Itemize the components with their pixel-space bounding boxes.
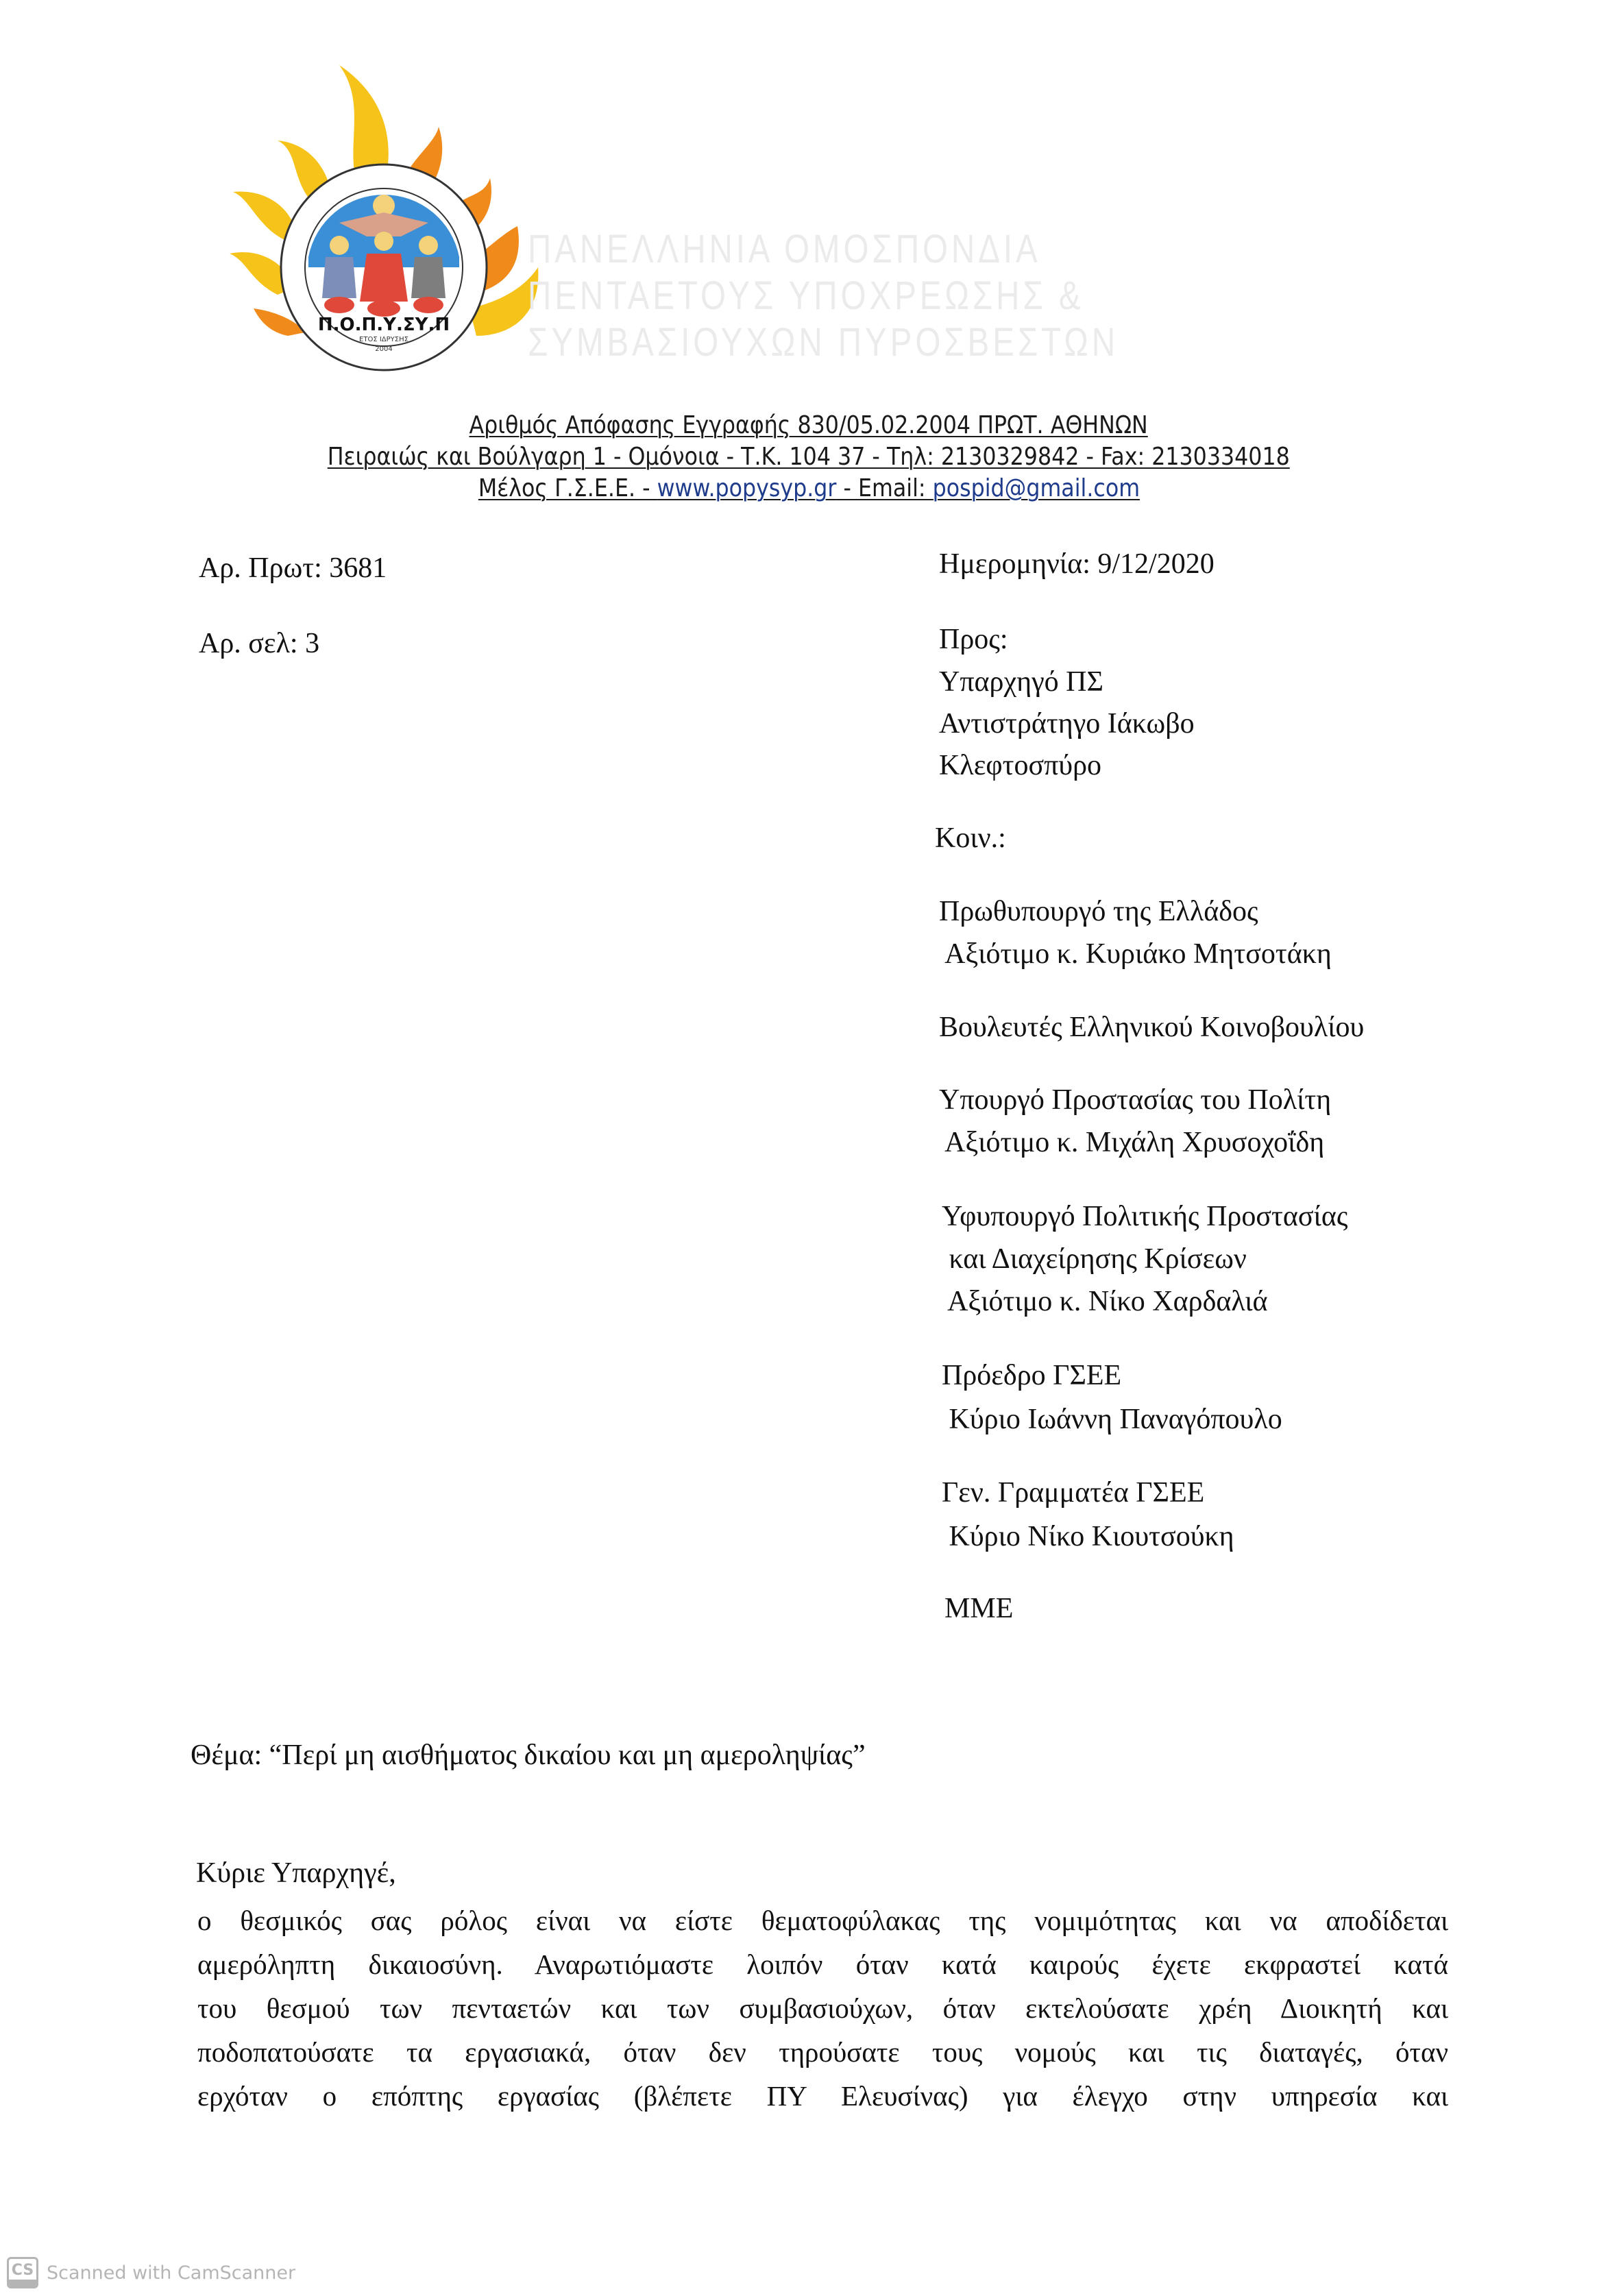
letterhead-title-line: ΠΕΝΤΑΕΤΟΥΣ ΥΠΟΧΡΕΩΣΗΣ & — [528, 273, 1084, 318]
registration-line: Αριθμός Απόφασης Εγγραφής 830/05.02.2004 ΠΡΩΤ. ΑΘΗΝΩΝ — [469, 411, 1149, 439]
to-recipient-line: Υπαρχηγό ΠΣ — [939, 666, 1103, 698]
body-line: αμερόληπτη δικαιοσύνη. Αναρωτιόμαστε λοιπόν όταν κατά καιρούς έχετε εκφραστεί κατά — [197, 1949, 1448, 1980]
cc-recipient-line: Κύριο Ιωάννη Παναγόπουλο — [942, 1404, 1282, 1435]
salutation: Κύριε Υπαρχηγέ, — [196, 1857, 396, 1889]
protocol-number: Αρ. Πρωτ: 3681 — [199, 552, 387, 584]
body-line: του θεσμού των πενταετών και των συμβασιούχων, όταν εκτελούσατε χρέη Διοικητή και — [197, 1992, 1448, 2024]
body-line: ο θεσμικός σας ρόλος είναι να είστε θεματοφύλακας της νομιμότητας και να αποδίδεται — [197, 1905, 1448, 1936]
cc-recipient-line: ΜΜΕ — [944, 1593, 1014, 1624]
document-date: Ημερομηνία: 9/12/2020 — [939, 548, 1215, 580]
letterhead-title-line: ΣΥΜΒΑΣΙΟΥΧΩΝ ΠΥΡΟΣΒΕΣΤΩΝ — [528, 320, 1119, 365]
contact-line — [478, 473, 1139, 504]
cc-recipient-line: Βουλευτές Ελληνικού Κοινοβουλίου — [939, 1012, 1365, 1043]
camscanner-badge-text: CS — [11, 2262, 34, 2279]
cc-recipient-line: και Διαχείρησης Κρίσεων — [942, 1243, 1247, 1275]
organization-logo — [230, 62, 545, 377]
cc-recipient-line: Κύριο Νίκο Κιουτσούκη — [942, 1521, 1234, 1552]
cc-recipient-line: Αξιότιμο κ. Νίκο Χαρδαλιά — [942, 1286, 1268, 1317]
member-label: Μέλος Γ.Σ.Ε.Ε. - — [478, 474, 657, 502]
body-line: ερχόταν ο επόπτης εργασίας (βλέπετε ΠΥ Ελευσίνας) για έλεγχο στην υπηρεσία και — [197, 2080, 1448, 2112]
letterhead-title — [528, 226, 1236, 366]
body-line: ποδοπατούσατε τα εργασιακά, όταν δεν τηρούσατε τους νομούς και τις διαταγές, όταν — [197, 2036, 1448, 2068]
email-label: - Email: — [835, 474, 933, 502]
to-label: Προς: — [939, 624, 1008, 655]
logo-founded-year: 2004 — [375, 345, 393, 353]
to-recipient-line: Αντιστράτηγο Ιάκωβο — [939, 708, 1195, 740]
to-recipient-line: Κλεφτοσπύρο — [939, 750, 1102, 781]
address-line: Πειραιώς και Βούλγαρη 1 - Ομόνοια - Τ.Κ. 104 37 - Τηλ: 2130329842 - Fax: 2130334018 — [327, 443, 1291, 471]
logo-acronym: Π.Ο.Π.Υ.ΣΥ.Π — [317, 315, 450, 335]
cc-recipient-line: Πρωθυπουργό της Ελλάδος — [939, 896, 1258, 927]
page-count: Αρ. σελ: 3 — [199, 628, 320, 659]
camscanner-icon — [7, 2257, 38, 2288]
email-link[interactable]: pospid@gmail.com — [932, 474, 1140, 502]
letterhead-title-line: ΠΑΝΕΛΛΗΝΙΑ ΟΜΟΣΠΟΝΔΙΑ — [528, 227, 1041, 271]
cc-recipient-line: Πρόεδρο ΓΣΕΕ — [942, 1360, 1122, 1391]
logo-founded-label: ΕΤΟΣ ΙΔΡΥΣΗΣ — [359, 336, 408, 343]
subject-line: Θέμα: “Περί μη αισθήματος δικαίου και μη αμεροληψίας” — [191, 1739, 866, 1771]
flame-seal-emblem — [230, 62, 545, 377]
website-link[interactable]: www.popysyp.gr — [657, 474, 836, 502]
cc-label: Κοιν.: — [935, 822, 1006, 854]
letterhead-address-block — [260, 410, 1357, 504]
cc-recipient-line: Γεν. Γραμματέα ΓΣΕΕ — [942, 1477, 1205, 1509]
scanner-watermark — [7, 2255, 295, 2291]
cc-recipient-line: Υπουργό Προστασίας του Πολίτη — [939, 1084, 1332, 1116]
cc-recipient-line: Υφυπουργό Πολιτικής Προστασίας — [942, 1201, 1348, 1232]
cc-recipient-line: Αξιότιμο κ. Μιχάλη Χρυσοχοΐδη — [939, 1127, 1325, 1158]
letter-body — [197, 1898, 1448, 2118]
scanner-watermark-text: Scanned with CamScanner — [47, 2262, 296, 2284]
cc-recipient-line: Αξιότιμο κ. Κυριάκο Μητσοτάκη — [939, 938, 1332, 970]
